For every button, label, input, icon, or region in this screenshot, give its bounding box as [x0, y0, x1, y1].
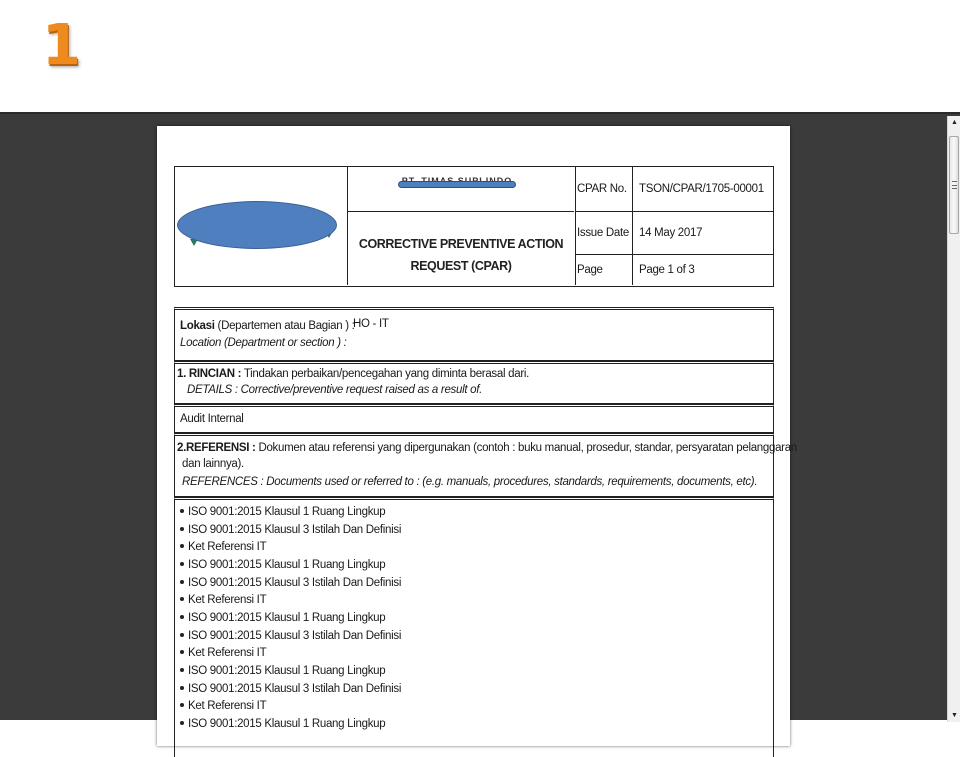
cpar-no-value: TSON/CPAR/1705-00001	[639, 183, 764, 195]
references-label-bold: 2.REFERENSI :	[177, 442, 256, 454]
references-label	[177, 442, 797, 454]
details-label-bold: 1. RINCIAN :	[177, 368, 242, 380]
cpar-no-label: CPAR No.	[576, 167, 633, 211]
bullet-icon	[180, 703, 184, 707]
bullet-icon	[180, 721, 184, 725]
list-item	[180, 700, 266, 712]
details-value: Audit Internal	[180, 413, 244, 425]
location-label-en: Location (Department or section ) :	[180, 337, 347, 349]
bullet-icon	[180, 633, 184, 637]
document-title	[348, 233, 574, 277]
list-item-text: Ket Referensi IT	[188, 594, 267, 606]
details-section	[174, 361, 774, 404]
list-item-text: Ket Referensi IT	[188, 647, 267, 659]
vertical-scrollbar[interactable]	[947, 116, 960, 722]
page-value: Page 1 of 3	[639, 264, 695, 276]
location-value: HO - IT	[353, 318, 389, 330]
details-label	[177, 368, 529, 380]
list-item-text: ISO 9001:2015 Klausul 1 Ruang Lingkup	[188, 559, 386, 571]
scroll-down-icon[interactable]: ▼	[951, 712, 958, 719]
title-cell	[348, 167, 576, 285]
list-item-text: ISO 9001:2015 Klausul 3 Istilah Dan Definisi	[188, 524, 402, 536]
document-viewer	[0, 112, 960, 730]
location-section	[174, 307, 774, 361]
list-item	[180, 665, 385, 677]
list-item-text: ISO 9001:2015 Klausul 1 Ruang Lingkup	[188, 612, 386, 624]
list-item-text: Ket Referensi IT	[188, 700, 267, 712]
location-label	[180, 320, 355, 332]
references-label-rest: Dokumen atau referensi yang dipergunakan (contoh : buku manual, prosedur, standar, persyaratan pelanggaran	[255, 442, 797, 454]
bullet-icon	[180, 615, 184, 619]
list-item-text: Ket Referensi IT	[188, 541, 267, 553]
logo-cell	[175, 167, 348, 285]
references-list	[174, 497, 774, 757]
bullet-icon	[180, 686, 184, 690]
bullet-icon	[180, 544, 184, 548]
header-table	[174, 166, 774, 287]
list-item	[180, 647, 266, 659]
location-label-bold: Lokasi	[180, 320, 215, 332]
issue-date-label: Issue Date	[576, 212, 633, 254]
list-item-text: ISO 9001:2015 Klausul 1 Ruang Lingkup	[188, 718, 386, 730]
list-item	[180, 559, 385, 571]
list-item	[180, 524, 401, 536]
meta-row-cpar-no	[576, 167, 773, 212]
list-item	[180, 718, 385, 730]
company-row	[348, 167, 574, 212]
details-value-section	[174, 404, 774, 433]
bullet-icon	[180, 580, 184, 584]
list-item-text: ISO 9001:2015 Klausul 3 Istilah Dan Definisi	[188, 630, 402, 642]
list-item	[180, 506, 385, 518]
location-label-rest: (Departemen atau Bagian ) :	[214, 320, 355, 332]
bullet-icon	[180, 597, 184, 601]
slide-number: 1	[42, 13, 81, 78]
list-item-text: ISO 9001:2015 Klausul 1 Ruang Lingkup	[188, 506, 386, 518]
references-section	[174, 433, 797, 497]
company-logo-redacted	[177, 201, 337, 249]
document-page	[157, 126, 797, 746]
scroll-up-icon[interactable]: ▲	[951, 119, 958, 126]
bullet-icon	[180, 668, 184, 672]
company-name-redaction	[398, 181, 516, 188]
list-item	[180, 594, 266, 606]
bullet-icon	[180, 509, 184, 513]
list-item	[180, 683, 401, 695]
page-label: Page	[576, 255, 633, 285]
bullet-icon	[180, 527, 184, 531]
issue-date-value: 14 May 2017	[639, 227, 703, 239]
meta-row-issue-date	[576, 212, 773, 255]
details-label-rest: Tindakan perbaikan/pencegahan yang diminta berasal dari.	[241, 368, 529, 380]
list-item	[180, 630, 401, 642]
bullet-icon	[180, 650, 184, 654]
scroll-thumb[interactable]	[949, 136, 959, 234]
document-title-line2: REQUEST (CPAR)	[410, 259, 512, 273]
references-label-en: REFERENCES : Documents used or referred to : (e.g. manuals, procedures, standards, requirements, documents, etc).	[182, 476, 758, 488]
list-item-text: ISO 9001:2015 Klausul 3 Istilah Dan Definisi	[188, 683, 402, 695]
meta-row-page	[576, 255, 773, 285]
list-item	[180, 577, 401, 589]
list-item-text: ISO 9001:2015 Klausul 3 Istilah Dan Definisi	[188, 577, 402, 589]
list-item	[180, 541, 266, 553]
document-title-line1: CORRECTIVE PREVENTIVE ACTION	[358, 237, 564, 251]
grip-icon	[952, 181, 957, 189]
list-item-text: ISO 9001:2015 Klausul 1 Ruang Lingkup	[188, 665, 386, 677]
list-item	[180, 612, 385, 624]
bullet-icon	[180, 562, 184, 566]
references-label-rest2: dan lainnya).	[182, 458, 244, 470]
meta-cell	[576, 167, 773, 285]
details-label-en: DETAILS : Corrective/preventive request raised as a result of.	[187, 384, 483, 396]
